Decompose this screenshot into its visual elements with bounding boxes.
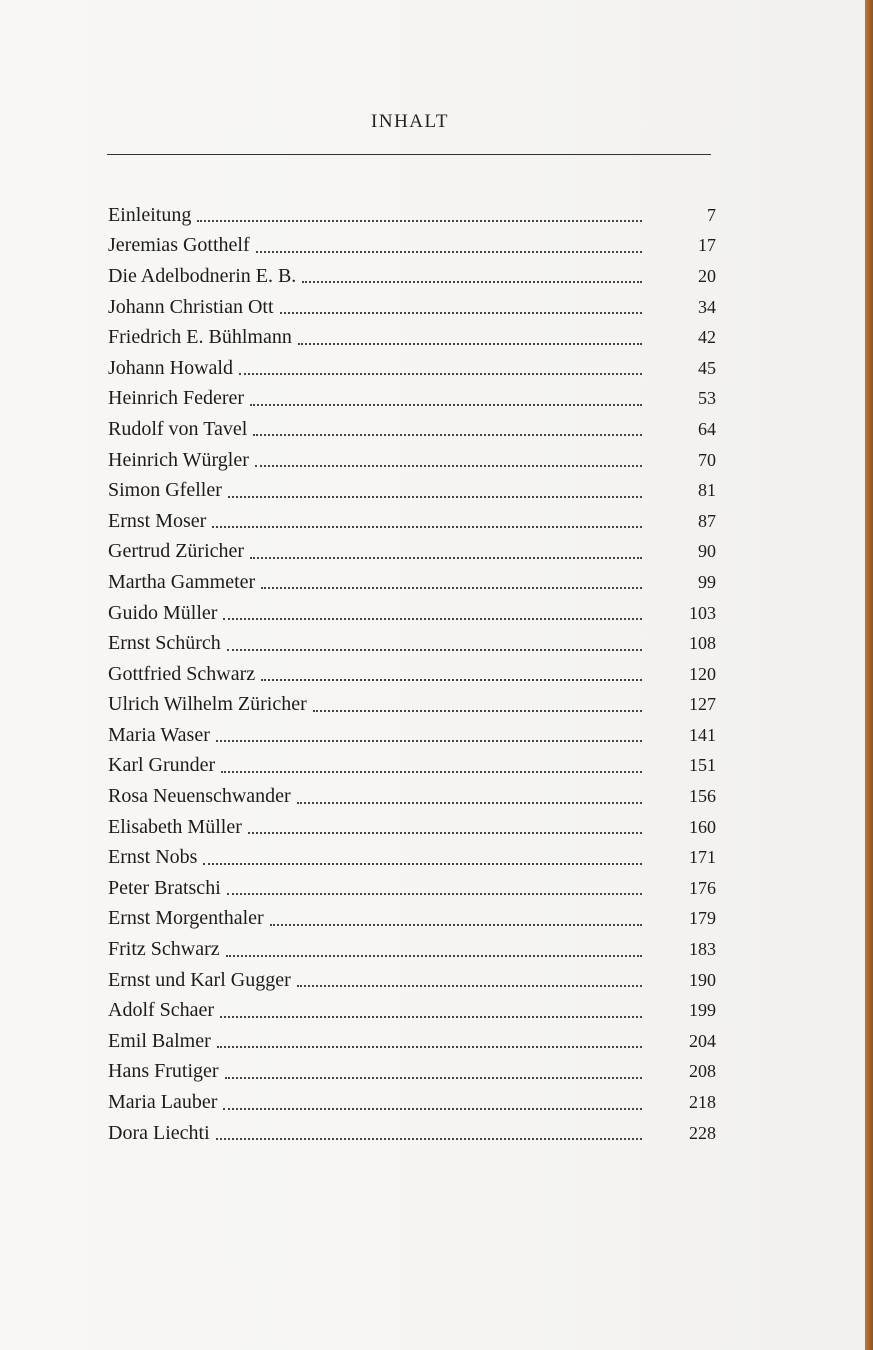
page-number: 103 <box>689 602 716 623</box>
dot-leader <box>297 970 642 990</box>
page-number: 160 <box>689 816 716 837</box>
entry-title: Jeremias Gotthelf <box>108 234 250 257</box>
dot-leader <box>270 909 642 929</box>
toc-entry <box>108 995 716 1026</box>
entry-title: Hans Frutiger <box>108 1060 219 1083</box>
page-heading: INHALT <box>371 111 449 132</box>
dot-leader <box>261 664 642 684</box>
dot-leader <box>203 848 642 868</box>
page-number: 171 <box>689 847 716 868</box>
page-number: 141 <box>689 724 716 745</box>
entry-title: Maria Waser <box>108 723 210 746</box>
page-number: 7 <box>707 204 716 225</box>
dot-leader <box>256 236 642 256</box>
dot-leader <box>220 1001 642 1021</box>
toc-entry <box>108 292 716 323</box>
dot-leader <box>248 817 642 837</box>
page-number: 108 <box>689 633 716 654</box>
page-number: 34 <box>698 296 716 317</box>
page-edge <box>865 0 873 1350</box>
dot-leader <box>227 634 642 654</box>
page-number: 208 <box>689 1061 716 1082</box>
dot-leader <box>226 940 642 960</box>
toc-entry <box>108 1087 716 1118</box>
dot-leader <box>227 878 642 898</box>
dot-leader <box>250 389 642 409</box>
page-number: 127 <box>689 694 716 715</box>
entry-title: Friedrich E. Bühlmann <box>108 326 292 349</box>
toc-entry <box>108 445 716 476</box>
page-number: 99 <box>698 571 716 592</box>
dot-leader <box>261 572 642 592</box>
entry-title: Ernst und Karl Gugger <box>108 968 291 991</box>
toc-entry <box>108 1118 716 1149</box>
dot-leader <box>216 725 642 745</box>
dot-leader <box>228 481 642 501</box>
entry-title: Rosa Neuenschwander <box>108 785 291 808</box>
toc-entry <box>108 567 716 598</box>
page-number: 45 <box>698 357 716 378</box>
entry-title: Emil Balmer <box>108 1029 211 1052</box>
entry-title: Elisabeth Müller <box>108 815 242 838</box>
toc-entry <box>108 1026 716 1057</box>
entry-title: Fritz Schwarz <box>108 938 220 961</box>
entry-title: Adolf Schaer <box>108 999 215 1022</box>
page-number: 218 <box>689 1092 716 1113</box>
entry-title: Heinrich Würgler <box>108 448 249 471</box>
toc-entry <box>108 751 716 782</box>
dot-leader <box>223 1093 642 1113</box>
dot-leader <box>255 450 642 470</box>
page-number: 87 <box>698 510 716 531</box>
toc-entry <box>108 812 716 843</box>
dot-leader <box>302 266 642 286</box>
entry-title: Johann Howald <box>108 356 233 379</box>
toc-entry <box>108 231 716 262</box>
toc-entry <box>108 720 716 751</box>
entry-title: Karl Grunder <box>108 754 216 777</box>
page-number: 179 <box>689 908 716 929</box>
entry-title: Simon Gfeller <box>108 479 222 502</box>
page-number: 42 <box>698 327 716 348</box>
dot-leader <box>223 603 642 623</box>
table-of-contents <box>108 200 716 1148</box>
entry-title: Ulrich Wilhelm Züricher <box>108 693 307 716</box>
entry-title: Einleitung <box>108 203 192 226</box>
entry-title: Ernst Moser <box>108 509 207 532</box>
toc-entry <box>108 598 716 629</box>
toc-entry <box>108 659 716 690</box>
toc-entry <box>108 904 716 935</box>
page-number: 17 <box>698 235 716 256</box>
dot-leader <box>216 1123 642 1143</box>
dot-leader <box>217 1031 642 1051</box>
entry-title: Maria Lauber <box>108 1091 218 1114</box>
page-number: 53 <box>698 388 716 409</box>
toc-entry <box>108 1057 716 1088</box>
page-number: 183 <box>689 939 716 960</box>
toc-entry <box>108 384 716 415</box>
toc-entry <box>108 690 716 721</box>
dot-leader <box>253 419 642 439</box>
entry-title: Martha Gammeter <box>108 570 256 593</box>
dot-leader <box>225 1062 642 1082</box>
toc-entry <box>108 475 716 506</box>
dot-leader <box>212 511 642 531</box>
heading-rule <box>107 154 711 155</box>
entry-title: Gottfried Schwarz <box>108 662 256 685</box>
page-number: 151 <box>689 755 716 776</box>
toc-entry <box>108 873 716 904</box>
entry-title: Dora Liechti <box>108 1121 210 1144</box>
toc-entry <box>108 414 716 445</box>
toc-entry <box>108 200 716 231</box>
entry-title: Die Adelbodnerin E. B. <box>108 264 297 287</box>
entry-title: Ernst Schürch <box>108 632 221 655</box>
entry-title: Ernst Nobs <box>108 846 198 869</box>
entry-title: Heinrich Federer <box>108 387 245 410</box>
page-number: 156 <box>689 786 716 807</box>
toc-entry <box>108 537 716 568</box>
toc-entry <box>108 781 716 812</box>
page-number: 20 <box>698 265 716 286</box>
dot-leader <box>297 787 642 807</box>
page-number: 199 <box>689 1000 716 1021</box>
entry-title: Gertrud Züricher <box>108 540 245 563</box>
entry-title: Ernst Morgenthaler <box>108 907 264 930</box>
toc-entry <box>108 628 716 659</box>
toc-entry <box>108 261 716 292</box>
page-number: 90 <box>698 541 716 562</box>
page-number: 176 <box>689 877 716 898</box>
toc-entry <box>108 965 716 996</box>
entry-title: Peter Bratschi <box>108 876 221 899</box>
dot-leader <box>250 542 642 562</box>
entry-title: Rudolf von Tavel <box>108 417 248 440</box>
dot-leader <box>313 695 642 715</box>
page-number: 120 <box>689 663 716 684</box>
page-number: 64 <box>698 418 716 439</box>
toc-entry <box>108 506 716 537</box>
toc-entry <box>108 934 716 965</box>
dot-leader <box>197 205 642 225</box>
page-number: 190 <box>689 969 716 990</box>
page-number: 228 <box>689 1122 716 1143</box>
page-number: 70 <box>698 449 716 470</box>
dot-leader <box>298 328 642 348</box>
entry-title: Johann Christian Ott <box>108 295 274 318</box>
toc-entry <box>108 353 716 384</box>
page-number: 204 <box>689 1030 716 1051</box>
dot-leader <box>221 756 642 776</box>
toc-entry <box>108 842 716 873</box>
toc-entry <box>108 322 716 353</box>
page-number: 81 <box>698 480 716 501</box>
dot-leader <box>280 297 642 317</box>
entry-title: Guido Müller <box>108 601 218 624</box>
dot-leader <box>239 358 642 378</box>
